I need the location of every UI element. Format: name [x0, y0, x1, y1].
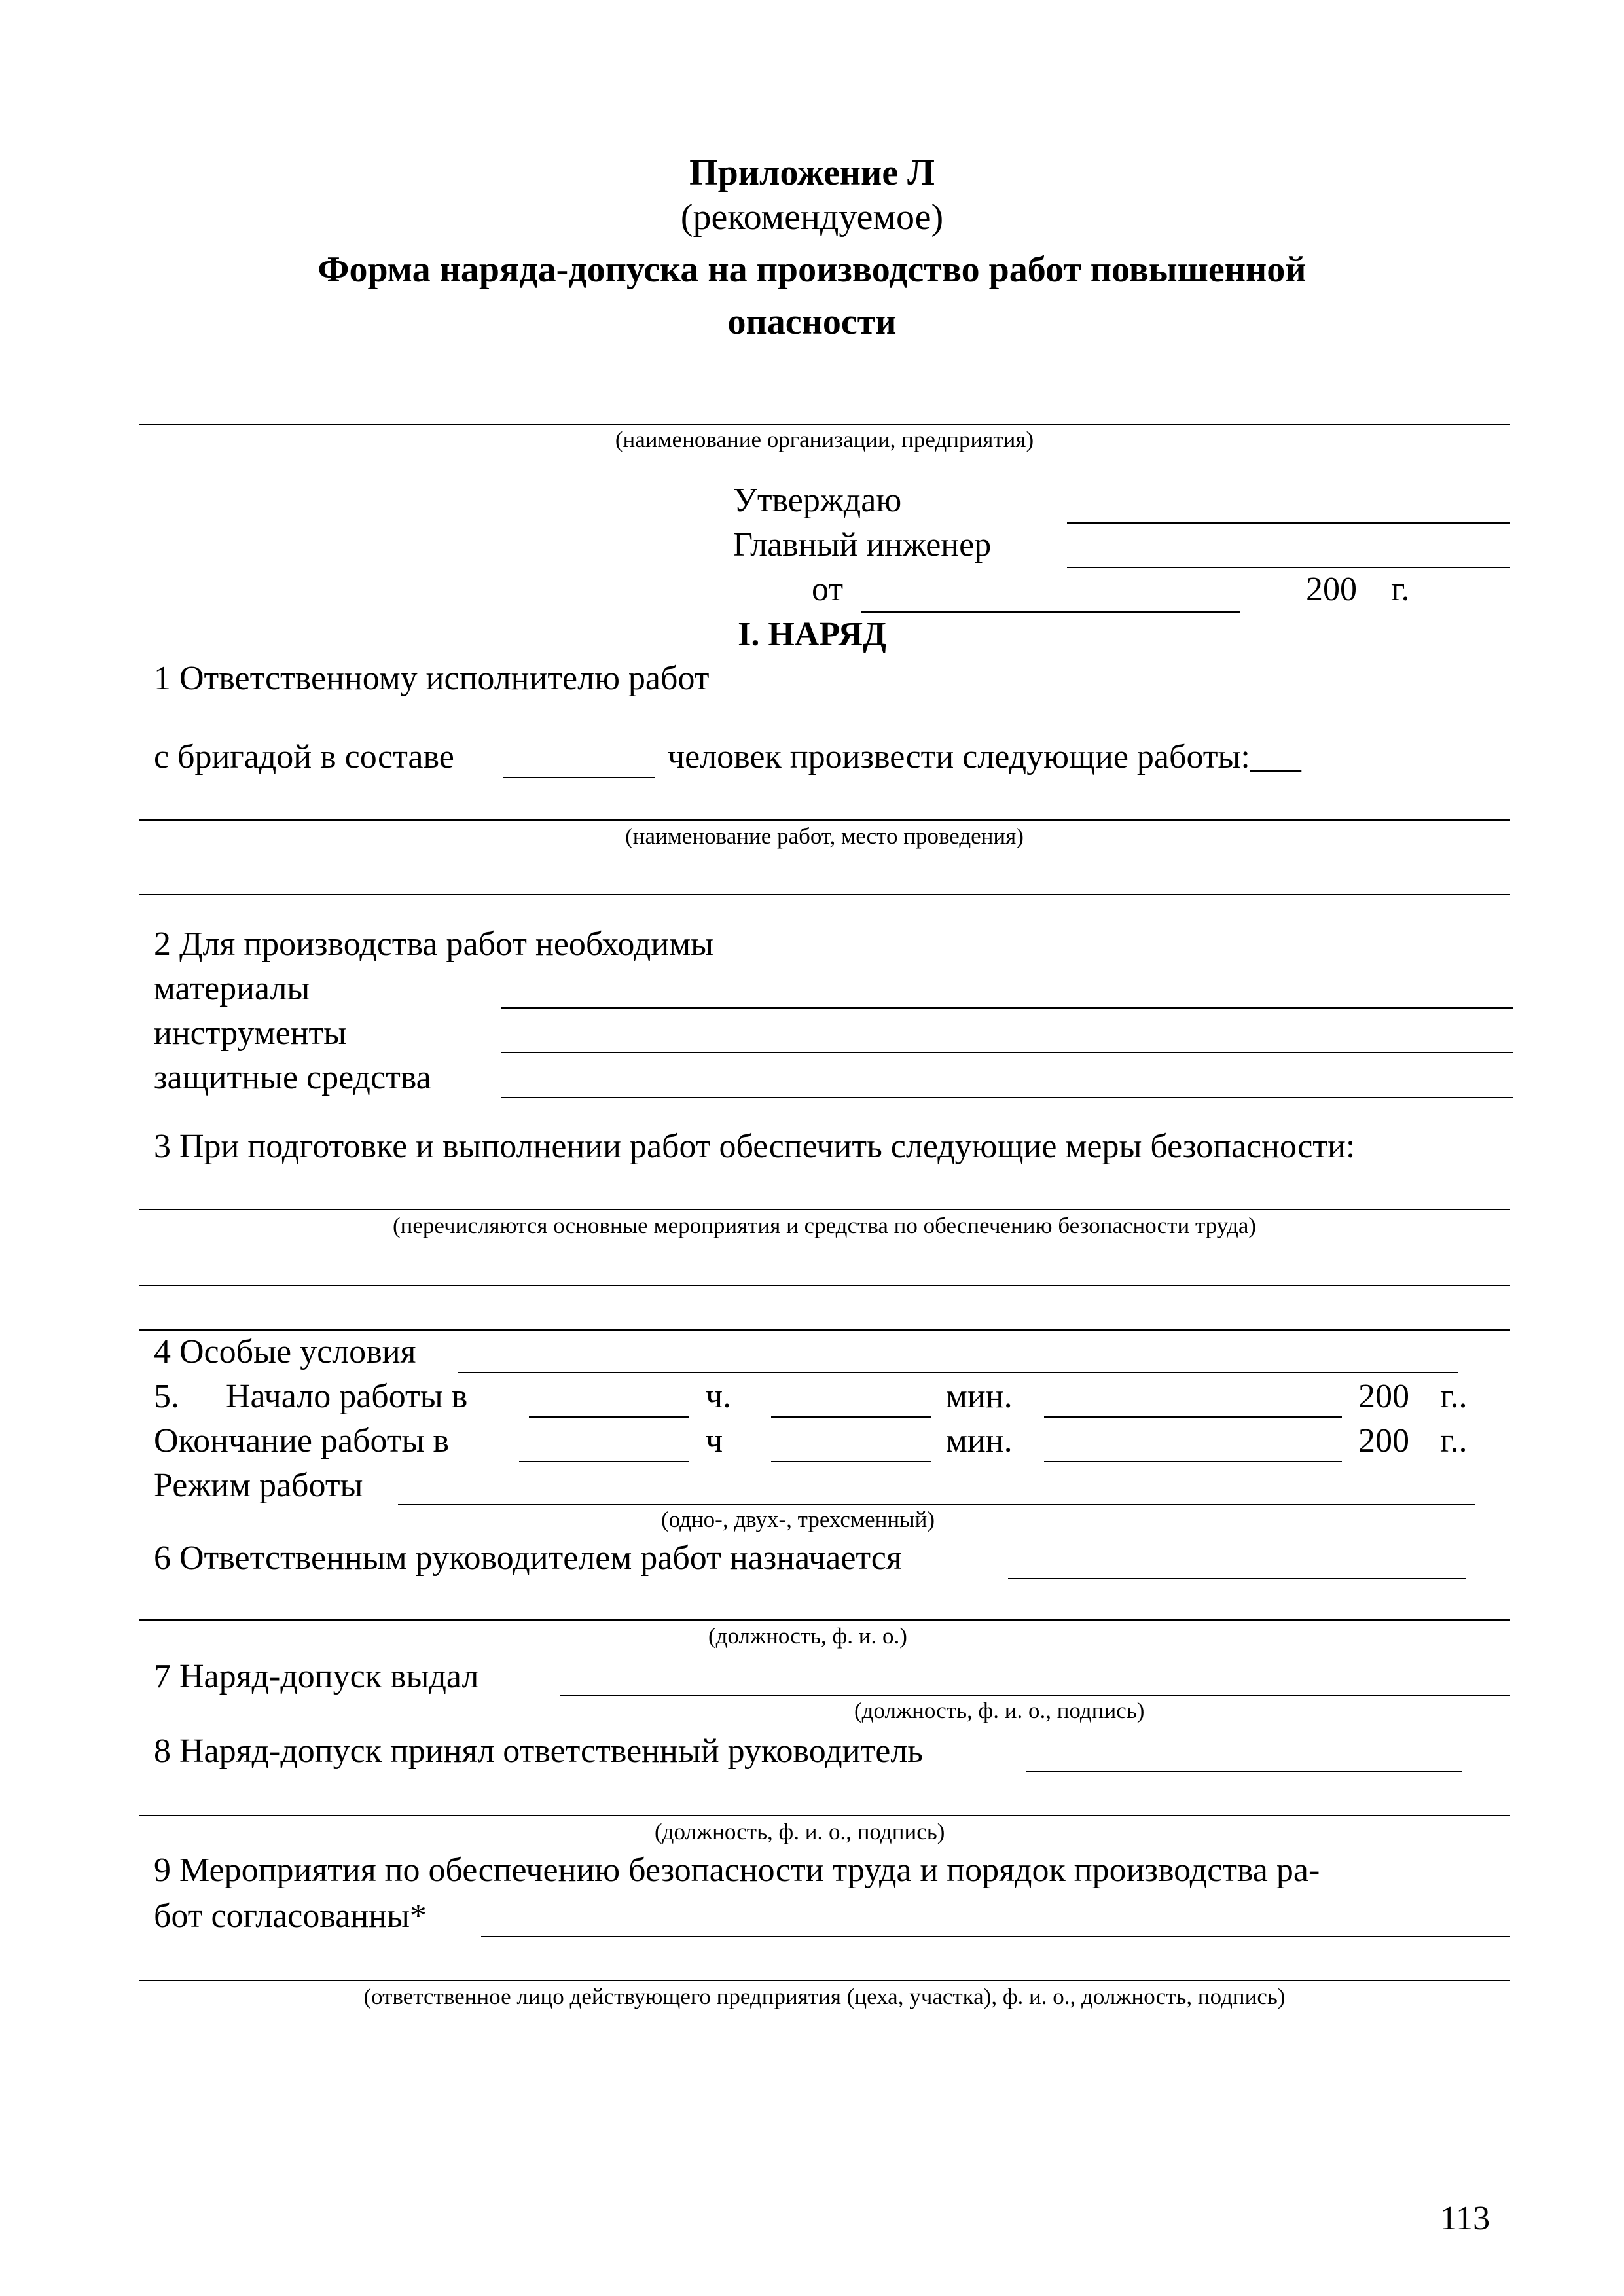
item1-line1: 1 Ответственному исполнителю работ	[154, 660, 710, 697]
end-year-label: 200	[1358, 1422, 1409, 1460]
tools-field[interactable]	[501, 1052, 1513, 1053]
safety-measures-line-1[interactable]	[139, 1209, 1510, 1210]
work-place-line[interactable]	[139, 894, 1510, 895]
item9-line1: 9 Мероприятия по обеспечению безопасности труда и порядок производства ра-	[154, 1852, 1320, 1889]
item2-heading: 2 Для производства работ необходимы	[154, 925, 714, 963]
permit-accepted-line-2[interactable]	[139, 1815, 1510, 1816]
safety-measures-line-2[interactable]	[139, 1285, 1510, 1286]
start-year-label: 200	[1358, 1378, 1409, 1415]
item2-tools-label: инструменты	[154, 1014, 347, 1052]
item7-label: 7 Наряд-допуск выдал	[154, 1658, 479, 1695]
organization-caption: (наименование организации, предприятия)	[615, 427, 1034, 452]
item6-caption: (должность, ф. и. о.)	[708, 1623, 907, 1649]
item1-brigade-suffix: человек произвести следующие работы:___	[668, 738, 1301, 776]
special-conditions-field[interactable]	[458, 1372, 1458, 1373]
brigade-size-field[interactable]	[503, 777, 655, 778]
approve-label: Утверждаю	[733, 482, 902, 519]
item7-caption: (должность, ф. и. о., подпись)	[854, 1698, 1145, 1723]
agreed-by-field[interactable]	[481, 1936, 1510, 1937]
approval-year-label: 200	[1306, 571, 1357, 608]
end-year-suffix: г..	[1440, 1422, 1468, 1460]
form-title-line1: Форма наряда-допуска на производство работ повышенной	[317, 249, 1307, 290]
item2-protective-label: защитные средства	[154, 1059, 431, 1096]
item1-caption: (наименование работ, место проведения)	[625, 823, 1024, 849]
end-label: Окончание работы в	[154, 1422, 450, 1460]
permit-accepted-by-field[interactable]	[1026, 1771, 1462, 1772]
chief-engineer-label: Главный инженер	[733, 526, 992, 564]
chief-engineer-signature-line[interactable]	[1067, 567, 1510, 568]
start-hour-field[interactable]	[529, 1416, 689, 1418]
responsible-manager-line-2[interactable]	[139, 1619, 1510, 1621]
item2-materials-label: материалы	[154, 970, 310, 1007]
item5-number: 5.	[154, 1378, 179, 1415]
work-mode-field[interactable]	[398, 1504, 1475, 1505]
end-minute-field[interactable]	[771, 1461, 931, 1462]
item3-heading: 3 При подготовке и выполнении работ обеспечить следующие меры безопасности:	[154, 1128, 1356, 1165]
form-title-line2: опасности	[727, 302, 897, 342]
appendix-note: (рекомендуемое)	[680, 197, 944, 238]
appendix-title: Приложение Л	[689, 152, 935, 193]
end-hour-field[interactable]	[519, 1461, 689, 1462]
item8-caption: (должность, ф. и. о., подпись)	[655, 1819, 945, 1844]
approval-date-line[interactable]	[861, 611, 1240, 613]
approval-date-from-label: от	[812, 571, 844, 608]
item8-label: 8 Наряд-допуск принял ответственный руководитель	[154, 1732, 923, 1770]
materials-field[interactable]	[501, 1007, 1513, 1009]
approval-year-suffix: г.	[1391, 571, 1410, 608]
organization-name-line[interactable]	[139, 424, 1510, 425]
start-date-field[interactable]	[1044, 1416, 1342, 1418]
start-hour-label: ч.	[706, 1378, 732, 1415]
start-year-suffix: г..	[1440, 1378, 1468, 1415]
responsible-manager-field[interactable]	[1008, 1578, 1466, 1579]
start-label: Начало работы в	[226, 1378, 468, 1415]
work-mode-label: Режим работы	[154, 1467, 363, 1504]
safety-measures-line-3[interactable]	[139, 1329, 1510, 1331]
item9-line2: бот согласованны*	[154, 1897, 427, 1935]
page-number: 113	[1440, 2200, 1490, 2237]
item1-brigade-prefix: с бригадой в составе	[154, 738, 454, 776]
start-min-label: мин.	[946, 1378, 1013, 1415]
permit-issued-by-field[interactable]	[560, 1695, 1510, 1696]
approve-signature-line[interactable]	[1067, 522, 1510, 524]
work-name-line[interactable]	[139, 819, 1510, 821]
section-title: I. НАРЯД	[738, 616, 886, 653]
item4-label: 4 Особые условия	[154, 1333, 416, 1371]
work-mode-caption: (одно-, двух-, трехсменный)	[661, 1507, 935, 1532]
item6-label: 6 Ответственным руководителем работ назначается	[154, 1539, 902, 1577]
agreed-by-line-2[interactable]	[139, 1980, 1510, 1981]
end-date-field[interactable]	[1044, 1461, 1342, 1462]
item9-caption: (ответственное лицо действующего предприятия (цеха, участка), ф. и. о., должность, подпись)	[363, 1984, 1286, 2009]
protective-means-field[interactable]	[501, 1097, 1513, 1098]
item3-caption: (перечисляются основные мероприятия и средства по обеспечению безопасности труда)	[392, 1213, 1257, 1238]
end-hour-label: ч	[706, 1422, 723, 1460]
end-min-label: мин.	[946, 1422, 1013, 1460]
start-minute-field[interactable]	[771, 1416, 931, 1418]
